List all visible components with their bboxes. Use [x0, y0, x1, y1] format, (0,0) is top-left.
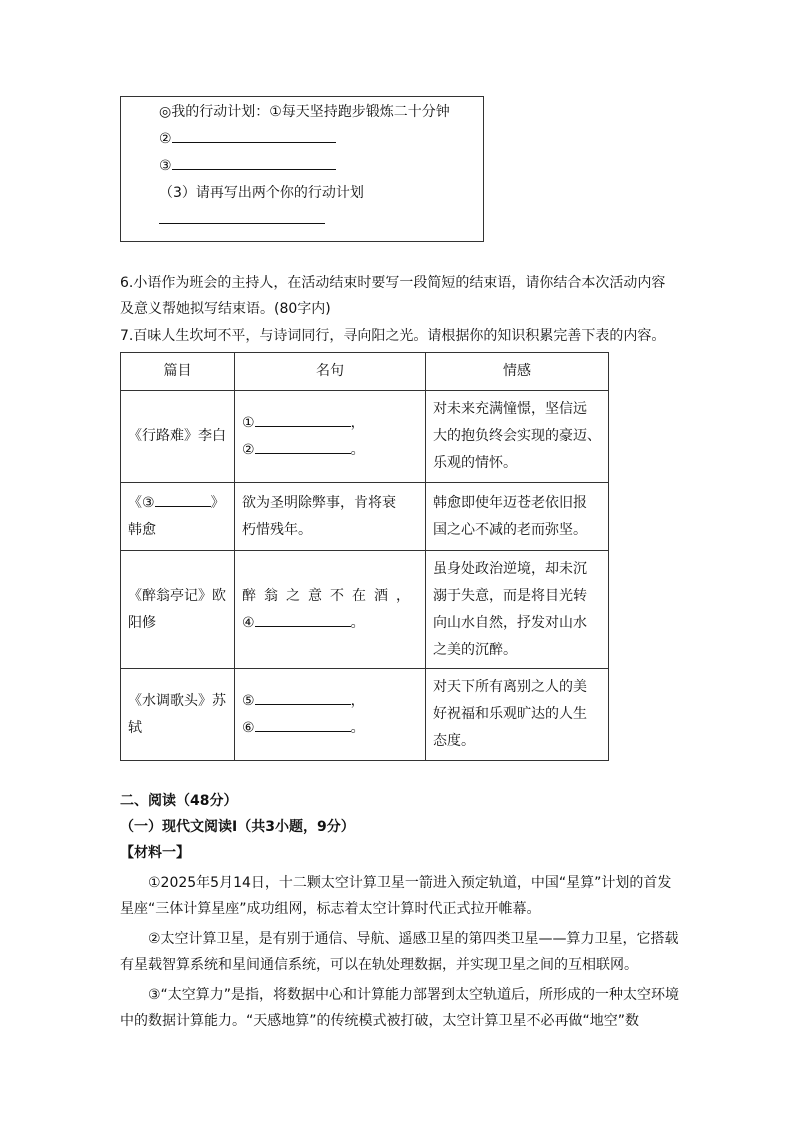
row3-emotion-l1: 虽身处政治逆境，却未沉: [433, 560, 587, 577]
row3-quote: [235, 551, 426, 669]
row3-title: [121, 551, 235, 669]
header-emotion: 情感: [426, 353, 609, 391]
plan-line-5: [159, 211, 325, 229]
row1-punct-b: 。: [350, 441, 365, 458]
row3-num-b: ④: [242, 614, 255, 631]
row1-num-a: ①: [242, 414, 255, 431]
row2-emotion: [426, 483, 609, 551]
row4-emotion-l3: 态度。: [433, 733, 475, 749]
row2-quote-l1: 欲为圣明除弊事，肯将衰: [242, 494, 396, 511]
row4-num-a: ⑤: [242, 692, 255, 709]
section-heading: 二、阅读（48分）: [120, 793, 238, 809]
row3-title-l1: 《醉翁亭记》欧: [128, 587, 226, 604]
plan-line-2: [159, 130, 336, 148]
row1-punct-a: ，: [350, 414, 365, 431]
row4-title-l1: 《水调歌头》苏: [128, 692, 226, 709]
row4-emotion-l1: 对天下所有离别之人的美: [433, 679, 587, 695]
row4-emotion: [426, 669, 609, 761]
row1-emotion: [426, 391, 609, 483]
row4-emotion-l2: 好祝福和乐观旷达的人生: [433, 706, 587, 722]
row4-quote-line-a: [242, 688, 418, 715]
row3-emotion-l4: 之美的沉醉。: [433, 641, 517, 658]
row2-quote: [235, 483, 426, 551]
subsection-heading: （一）现代文阅读Ⅰ（共3小题，9分）: [120, 819, 355, 835]
plan-line-4: （3）请再写出两个你的行动计划: [159, 185, 364, 201]
table-row: [121, 483, 609, 551]
row3-punct-b: 。: [350, 614, 365, 631]
paragraph-1: ①2025年5月14日，十二颗太空计算卫星一箭进入预定轨道，中国“星算”计划的首发星座“三体计算星座”成功组网，标志着太空计算时代正式拉开帷幕。: [120, 875, 672, 917]
plan-num-3: ③: [159, 158, 172, 174]
row1-num-b: ②: [242, 441, 255, 458]
row3-emotion-l3: 向山水自然，抒发对山水: [433, 614, 587, 631]
row4-punct-b: 。: [350, 719, 365, 736]
poem-table: [120, 352, 609, 761]
row2-quote-l2: 朽惜残年。: [242, 521, 312, 538]
row4-num-b: ⑥: [242, 719, 255, 736]
table-header-row: [121, 353, 609, 391]
action-plan-box: [120, 96, 484, 242]
row2-title-close: 》: [210, 494, 225, 511]
row4-title-l2: 轼: [128, 719, 142, 736]
row3-blank-b[interactable]: [255, 616, 351, 627]
header-title: 篇目: [121, 353, 235, 391]
row4-title: [121, 669, 235, 761]
row1-blank-b[interactable]: [255, 443, 351, 454]
question-6: [120, 270, 680, 322]
row4-quote-line-b: [242, 715, 418, 742]
question-7: 7.百味人生坎坷不平，与诗词同行，寻向阳之光。请根据你的知识积累完善下表的内容。: [120, 328, 666, 344]
row1-title-text: 《行路难》李白: [128, 428, 226, 444]
row1-blank-a[interactable]: [255, 416, 351, 427]
row1-quote-line-a: [242, 410, 418, 437]
paragraph-2: ②太空计算卫星，是有别于通信、导航、遥感卫星的第四类卫星——算力卫星，它搭载有星载智算系统和星间通信系统，可以在轨处理数据，并实现卫星之间的互相联网。: [120, 931, 679, 973]
row1-emotion-l3: 乐观的情怀。: [433, 455, 517, 471]
row4-punct-a: ，: [350, 692, 365, 709]
row1-title: [121, 391, 235, 483]
table-row: [121, 551, 609, 669]
plan-num-2: ②: [159, 131, 172, 147]
table-row: [121, 669, 609, 761]
header-quote: 名句: [235, 353, 426, 391]
row1-emotion-l1: 对未来充满憧憬，坚信远: [433, 401, 587, 417]
row2-emotion-l2: 国之心不减的老而弥坚。: [433, 521, 587, 538]
plan-blank-extra[interactable]: [159, 211, 325, 224]
row4-quote: [235, 669, 426, 761]
material-label: 【材料一】: [120, 845, 190, 861]
row2-emotion-l1: 韩愈即使年迈苍老依旧报: [433, 494, 587, 511]
q6-line-1: 6.小语作为班会的主持人，在活动结束时要写一段简短的结束语，请你结合本次活动内容: [120, 275, 666, 291]
row3-emotion: [426, 551, 609, 669]
row4-blank-a[interactable]: [255, 694, 351, 705]
row1-emotion-l2: 大的抱负终会实现的豪迈、: [433, 428, 601, 444]
row2-title: [121, 483, 235, 551]
row2-title-open: 《③: [128, 494, 155, 511]
row3-quote-l1: 醉翁之意不在酒，: [242, 587, 418, 604]
plan-blank-3[interactable]: [172, 157, 336, 170]
row1-quote-line-b: [242, 437, 418, 464]
row1-quote: [235, 391, 426, 483]
row2-title-l1: [128, 490, 227, 517]
row3-title-l2: 阳修: [128, 614, 156, 631]
plan-line-3: [159, 157, 336, 175]
plan-line-1: ◎我的行动计划：①每天坚持跑步锻炼二十分钟: [159, 104, 450, 120]
row2-title-l2: 韩愈: [128, 521, 156, 538]
plan-blank-2[interactable]: [172, 130, 336, 143]
table-row: [121, 391, 609, 483]
q6-line-2: 及意义帮她拟写结束语。(80字内): [120, 301, 331, 317]
paragraph-3: ③“太空算力”是指，将数据中心和计算能力部署到太空轨道后，所形成的一种太空环境中的数据计算能力。“天感地算”的传统模式被打破，太空计算卫星不必再做“地空”数: [120, 987, 680, 1029]
row4-blank-b[interactable]: [255, 721, 351, 732]
row3-quote-line-b: [242, 610, 418, 637]
row2-title-blank[interactable]: [155, 496, 211, 507]
row3-emotion-l2: 溺于失意，而是将目光转: [433, 587, 587, 604]
